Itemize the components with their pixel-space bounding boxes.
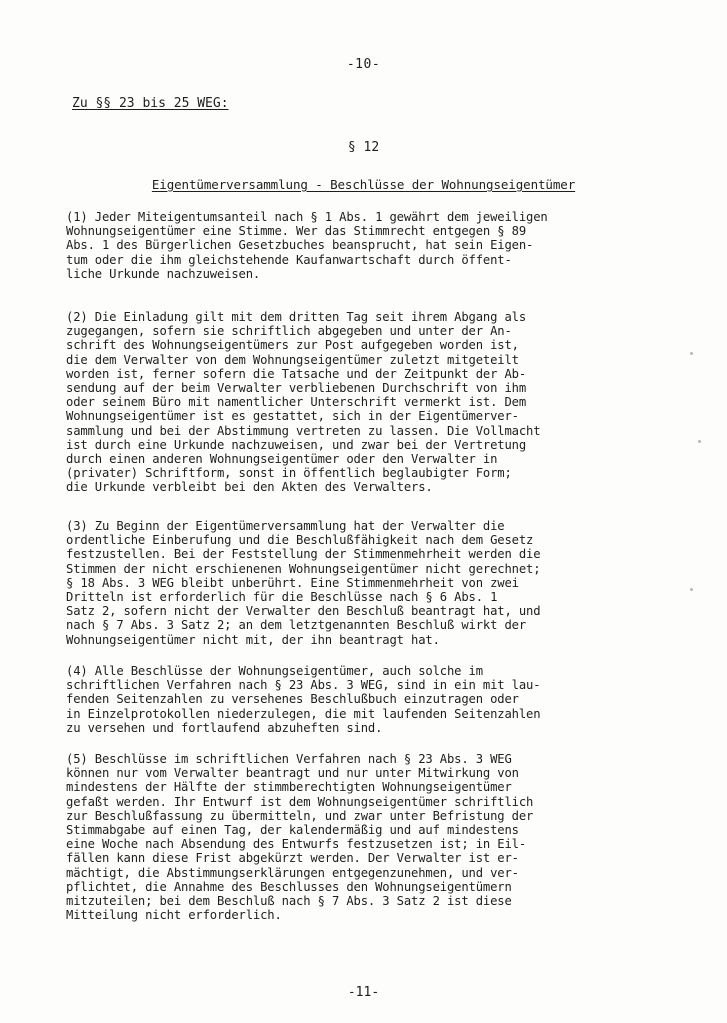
- text-line: (5) Beschlüsse im schriftlichen Verfahren nach § 23 Abs. 3 WEG: [66, 752, 512, 766]
- scan-speck: [698, 440, 701, 443]
- text-line: Stimmabgabe auf einen Tag, der kalendermäßig und auf mindestens: [66, 823, 519, 838]
- text-line: Wohnungseigentümer eine Stimme. Wer das Stimmrecht entgegen § 89: [66, 224, 526, 239]
- text-line: (privater) Schriftform, sonst in öffentlich beglaubigter Form;: [66, 466, 512, 481]
- text-line: mitzuteilen; bei dem Beschluß nach § 7 Abs. 3 Satz 2 ist diese: [66, 894, 512, 909]
- page-number-top: -10-: [346, 57, 381, 72]
- text-line: Abs. 1 des Bürgerlichen Gesetzbuches beansprucht, hat sein Eigen-: [66, 238, 534, 253]
- scan-speck: [690, 588, 693, 591]
- paragraph-3: [66, 519, 646, 647]
- text-line: fenden Seitenzahlen zu versehenes Beschlußbuch einzutragen oder: [66, 692, 519, 707]
- text-line: können nur vom Verwalter beantragt und nur unter Mitwirkung von: [66, 766, 519, 781]
- text-line: durch einen anderen Wohnungseigentümer oder den Verwalter in: [66, 452, 498, 467]
- text-line: (2) Die Einladung gilt mit dem dritten Tag seit ihrem Abgang als: [66, 310, 526, 324]
- text-line: zu versehen und fortlaufend abzuheften sind.: [66, 720, 383, 735]
- text-line: Satz 2, sofern nicht der Verwalter den Beschluß beantragt hat, und: [66, 604, 541, 619]
- text-line: mindestens der Hälfte der stimmberechtigten Wohnungseigentümer: [66, 780, 512, 795]
- text-line: Wohnungseigentümer nicht mit, der ihn beantragt hat.: [66, 632, 440, 647]
- text-line: in Einzelprotokollen niederzulegen, die mit laufenden Seitenzahlen: [66, 706, 541, 721]
- text-line: die Urkunde verbleibt bei den Akten des Verwalters.: [66, 480, 433, 495]
- text-line: worden ist, ferner sofern die Tatsache und der Zeitpunkt der Ab-: [66, 366, 526, 381]
- text-line: festzustellen. Bei der Feststellung der Stimmenmehrheit werden die: [66, 547, 541, 562]
- text-line: nach § 7 Abs. 3 Satz 2; an dem letztgenannten Beschluß wirkt der: [66, 618, 526, 633]
- paragraph-title: § 12: [347, 140, 380, 155]
- text-line: Mitteilung nicht erforderlich.: [66, 908, 282, 923]
- text-line: oder seinem Büro mit namentlicher Unterschrift vermerkt ist. Dem: [66, 395, 526, 410]
- text-line: tum oder die ihm gleichstehende Kaufanwartschaft durch öffent-: [66, 252, 512, 267]
- text-line: Stimmen der nicht erschienenen Wohnungseigentümer nicht gerechnet;: [66, 561, 541, 576]
- text-line: eine Woche nach Absendung des Entwurfs festzusetzen ist; in Eil-: [66, 837, 526, 852]
- text-line: ist durch eine Urkunde nachzuweisen, und zwar bei der Vertretung: [66, 437, 526, 452]
- text-line: die dem Verwalter von dem Wohnungseigentümer zuletzt mitgeteilt: [66, 352, 519, 367]
- paragraph-4: [66, 664, 646, 735]
- text-line: schriftlichen Verfahren nach § 23 Abs. 3 WEG, sind in ein mit lau-: [66, 678, 541, 693]
- section-reference: Zu §§ 23 bis 25 WEG:: [72, 96, 229, 111]
- scan-speck: [690, 352, 693, 355]
- text-line: (1) Jeder Miteigentumsanteil nach § 1 Abs. 1 gewährt dem jeweiligen: [66, 210, 548, 224]
- text-line: § 18 Abs. 3 WEG bleibt unberührt. Eine Stimmenmehrheit von zwei: [66, 575, 519, 590]
- text-line: Dritteln ist erforderlich für die Beschlüsse nach § 6 Abs. 1: [66, 590, 498, 605]
- text-line: (3) Zu Beginn der Eigentümerversammlung hat der Verwalter die: [66, 519, 505, 533]
- text-line: zugegangen, sofern sie schriftlich abgegeben und unter der An-: [66, 324, 512, 339]
- text-line: liche Urkunde nachzuweisen.: [66, 266, 261, 281]
- paragraph-5: [66, 752, 646, 922]
- text-line: sammlung und bei der Abstimmung vertreten zu lassen. Die Vollmacht: [66, 423, 541, 438]
- text-line: zur Beschlußfassung zu übermitteln, und zwar unter Befristung der: [66, 808, 534, 823]
- text-line: ordentliche Einberufung und die Beschlußfähigkeit nach dem Gesetz: [66, 533, 534, 548]
- text-line: mächtigt, die Abstimmungserklärungen entgegenzunehmen, und ver-: [66, 865, 519, 880]
- text-line: schrift des Wohnungseigentümers zur Post aufgegeben worden ist,: [66, 338, 519, 353]
- text-line: fällen kann diese Frist abgekürzt werden. Der Verwalter ist er-: [66, 851, 519, 866]
- page-number-bottom: -11-: [347, 985, 380, 1000]
- paragraph-2: [66, 310, 646, 495]
- text-line: (4) Alle Beschlüsse der Wohnungseigentümer, auch solche im: [66, 664, 483, 678]
- text-line: sendung auf der beim Verwalter verbliebenen Durchschrift von ihm: [66, 381, 526, 396]
- text-line: Wohnungseigentümer ist es gestattet, sich in der Eigentümerver-: [66, 409, 519, 424]
- text-line: pflichtet, die Annahme des Beschlusses den Wohnungseigentümern: [66, 879, 512, 894]
- section-heading: Eigentümerversammlung - Beschlüsse der Wohnungseigentümer: [151, 177, 576, 192]
- paragraph-1: [66, 210, 646, 281]
- text-line: gefaßt werden. Ihr Entwurf ist dem Wohnungseigentümer schriftlich: [66, 794, 534, 809]
